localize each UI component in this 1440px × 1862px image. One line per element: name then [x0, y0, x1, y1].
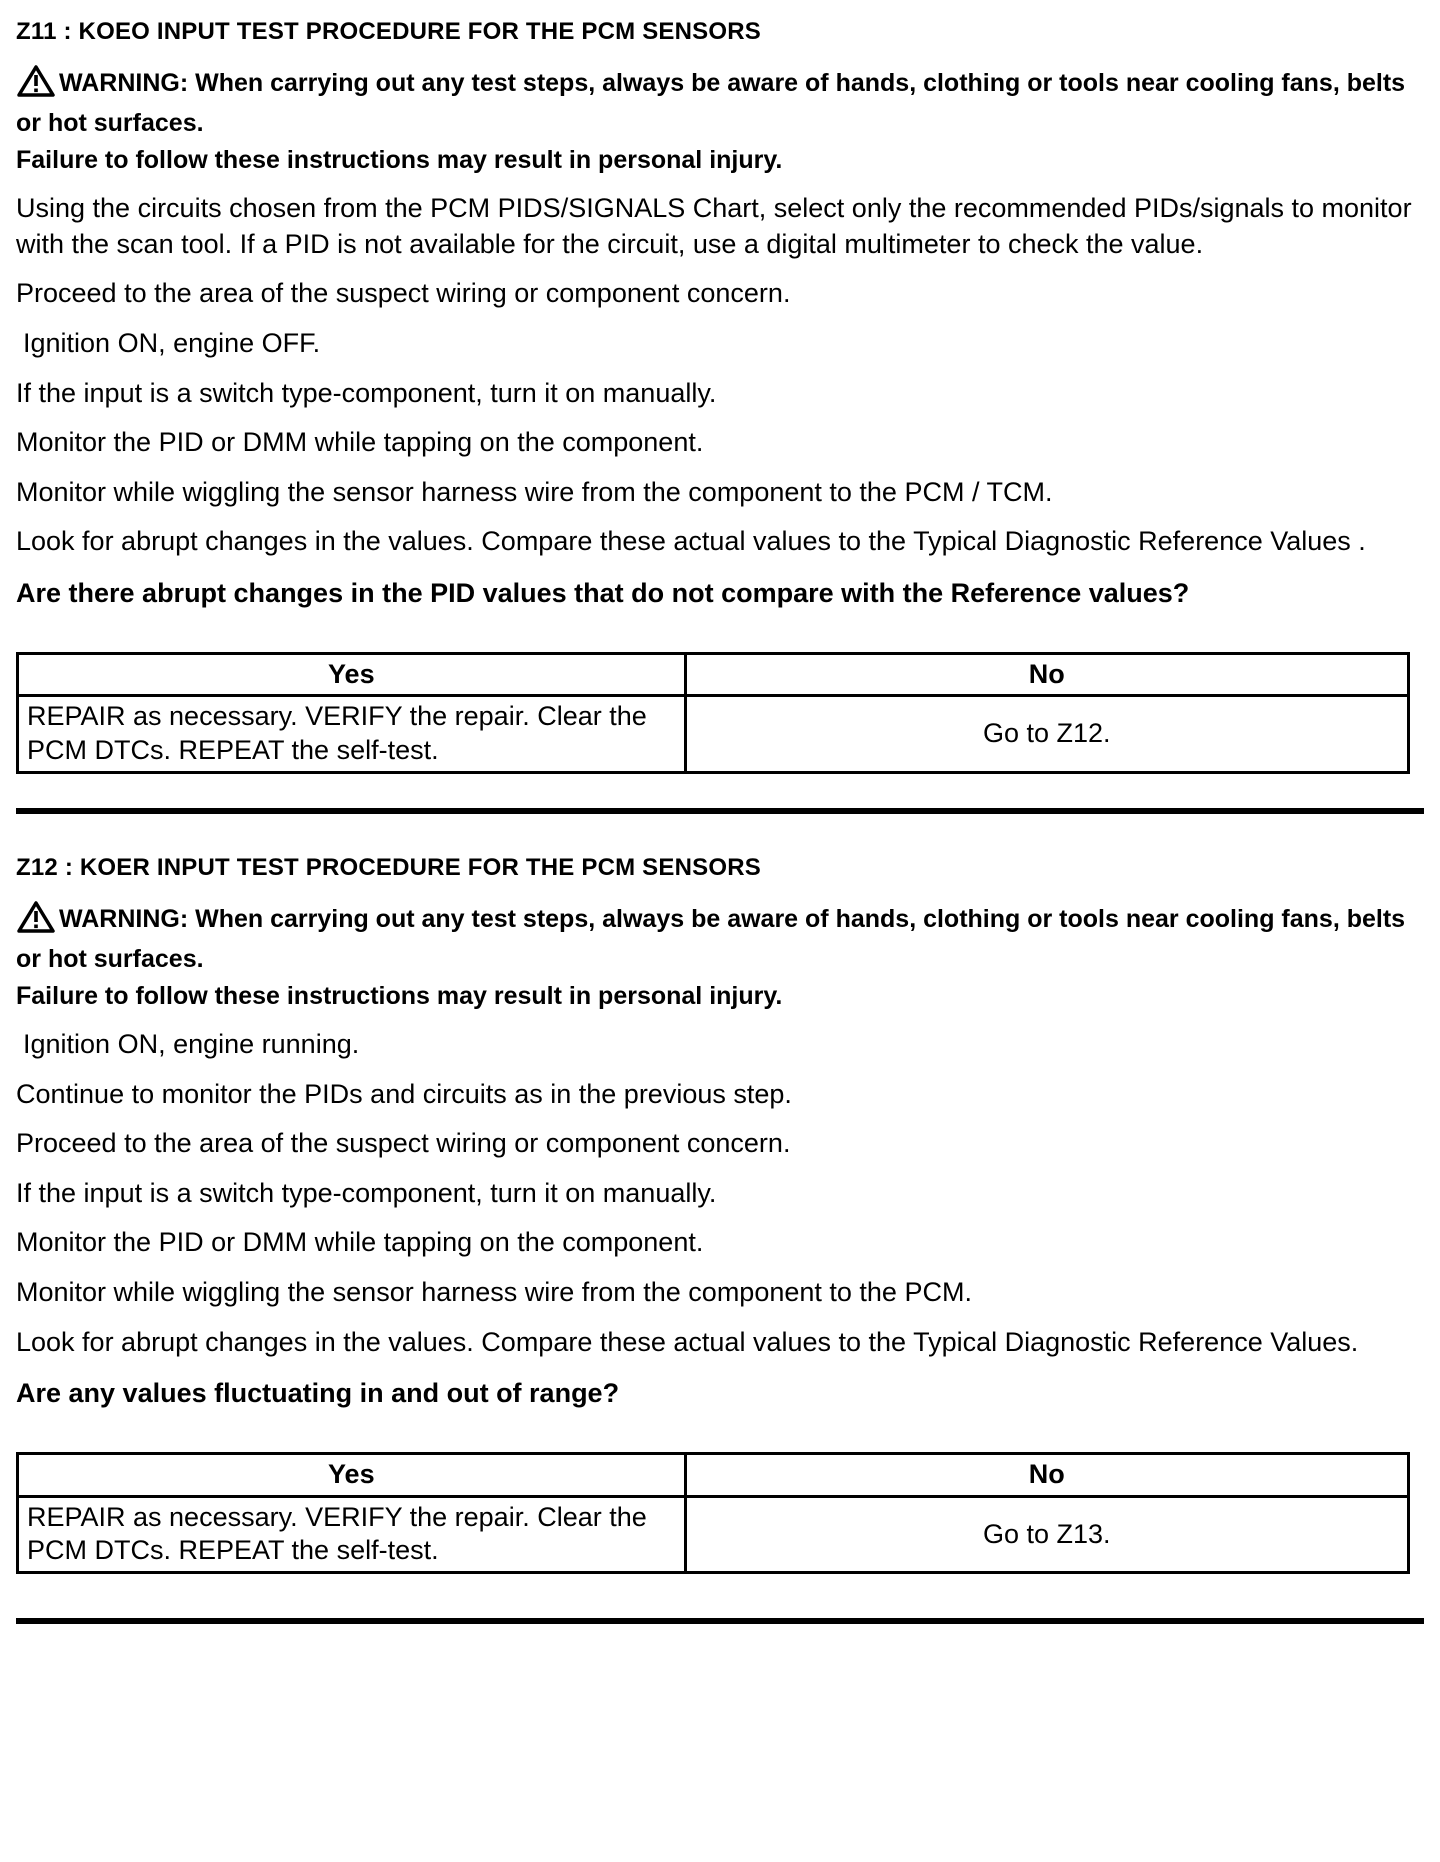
procedure-step: Monitor while wiggling the sensor harness wire from the component to the PCM / TCM. [16, 476, 1053, 507]
decision-question: Are there abrupt changes in the PID values that do not compare with the Reference values? [16, 578, 1190, 608]
procedure-step: Using the circuits chosen from the PCM PIDS/SIGNALS Chart, select only the recommended PIDs/signals to monitor with the scan tool. If a PID is not available for the circuit, use a digital multimeter to check the value. [16, 193, 1412, 259]
yes-header: Yes [18, 1453, 686, 1496]
procedure-step: Continue to monitor the PIDs and circuits as in the previous step. [16, 1078, 792, 1109]
section-title: Z11 : KOEO INPUT TEST PROCEDURE FOR THE PCM SENSORS [16, 18, 761, 45]
no-header: No [685, 1453, 1408, 1496]
procedure-step: Ignition ON, engine OFF. [23, 327, 321, 358]
section-z11 [16, 18, 1424, 774]
warning-failure-text: Failure to follow these instructions may result in personal injury. [16, 981, 783, 1010]
table-header-row [18, 1453, 1409, 1496]
decision-table [16, 1452, 1410, 1574]
warning-block [16, 900, 1424, 976]
warning-text: WARNING: When carrying out any test steps, always be aware of hands, clothing or tools near cooling fans, belts or hot surfaces. [16, 904, 1406, 973]
no-action-cell: Go to Z12. [685, 696, 1408, 773]
yes-header: Yes [18, 653, 686, 696]
section-z12 [16, 854, 1424, 1574]
decision-table [16, 652, 1410, 774]
table-row [18, 1496, 1409, 1573]
procedure-step: If the input is a switch type-component, turn it on manually. [16, 1177, 717, 1208]
decision-question: Are any values fluctuating in and out of range? [16, 1378, 620, 1409]
no-header: No [685, 653, 1408, 696]
procedure-step: Proceed to the area of the suspect wiring or component concern. [16, 1128, 791, 1159]
procedure-step: Ignition ON, engine running. [23, 1028, 360, 1059]
yes-action-cell: REPAIR as necessary. VERIFY the repair. Clear the PCM DTCs. REPEAT the self-test. [18, 1496, 686, 1573]
procedure-step: If the input is a switch type-component, turn it on manually. [16, 377, 717, 408]
warning-triangle-icon [16, 64, 56, 107]
table-header-row [18, 653, 1409, 696]
procedure-step: Look for abrupt changes in the values. Compare these actual values to the Typical Diagnostic Reference Values . [16, 526, 1366, 557]
section-divider [16, 808, 1424, 814]
table-row [18, 696, 1409, 773]
procedure-step: Proceed to the area of the suspect wiring or component concern. [16, 278, 791, 309]
warning-block [16, 64, 1424, 140]
procedure-step: Monitor while wiggling the sensor harness wire from the component to the PCM. [16, 1277, 972, 1307]
procedure-step: Monitor the PID or DMM while tapping on the component. [16, 427, 704, 458]
section-title: Z12 : KOER INPUT TEST PROCEDURE FOR THE PCM SENSORS [16, 853, 761, 881]
warning-text: WARNING: When carrying out any test steps, always be aware of hands, clothing or tools near cooling fans, belts or hot surfaces. [16, 69, 1406, 137]
procedure-step: Look for abrupt changes in the values. Compare these actual values to the Typical Diagnostic Reference Values. [16, 1326, 1359, 1357]
warning-triangle-icon [16, 900, 56, 943]
warning-failure-text: Failure to follow these instructions may result in personal injury. [16, 146, 783, 174]
procedure-step: Monitor the PID or DMM while tapping on the component. [16, 1227, 704, 1258]
no-action-cell: Go to Z13. [685, 1496, 1408, 1573]
bottom-divider [16, 1618, 1424, 1624]
yes-action-cell: REPAIR as necessary. VERIFY the repair. Clear the PCM DTCs. REPEAT the self-test. [18, 696, 686, 773]
